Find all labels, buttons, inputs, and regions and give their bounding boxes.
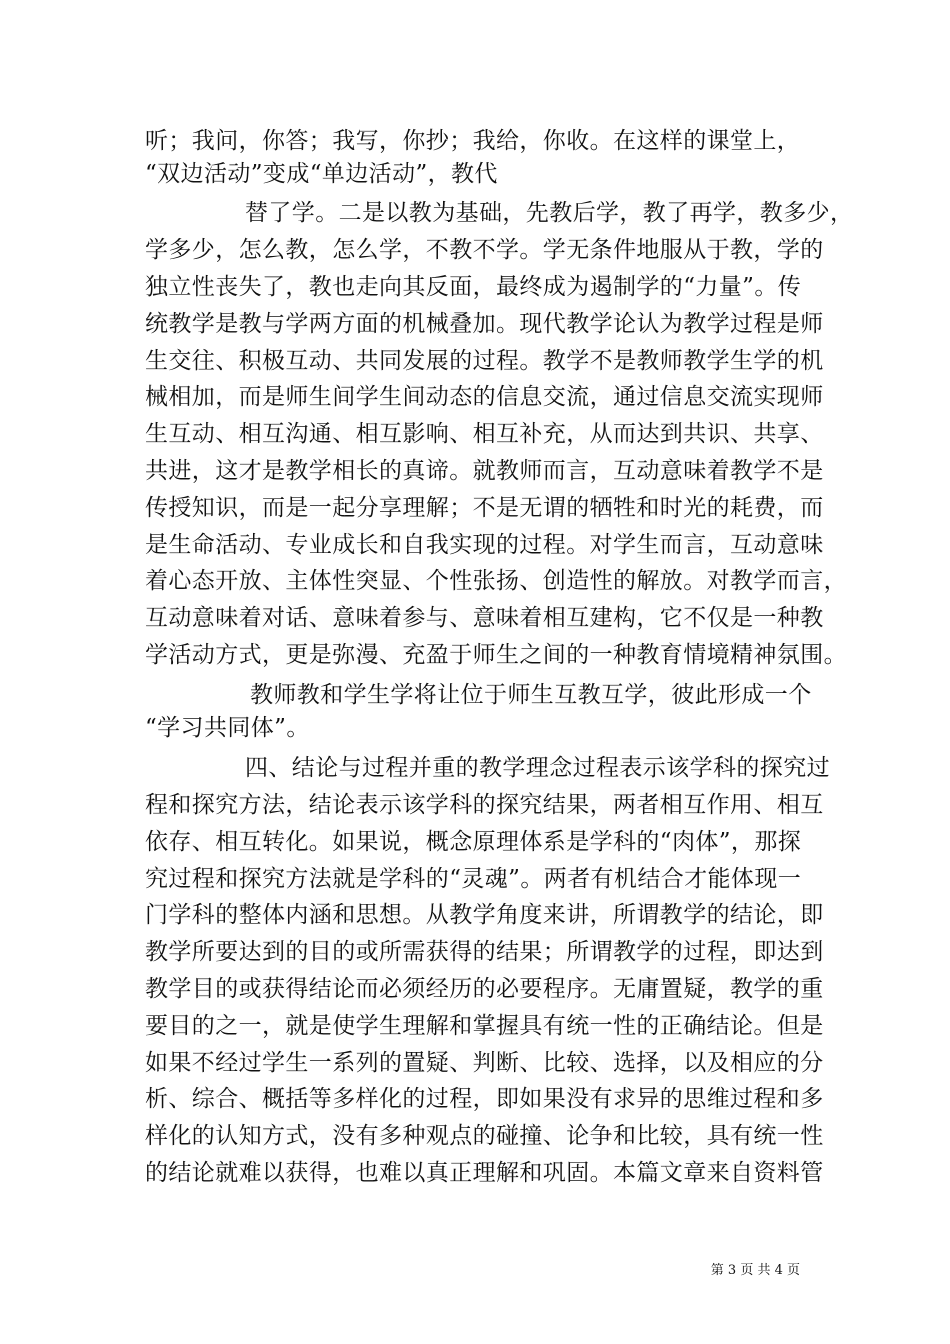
text-line: 教学所要达到的目的或所需获得的结果；所谓教学的过程，即达到: [145, 939, 824, 965]
text-line: 生交往、积极互动、共同发展的过程。教学不是教师教学生学的机: [145, 348, 824, 374]
text-line: “学习共同体”。: [145, 715, 310, 741]
text-line: 统教学是教与学两方面的机械叠加。现代教学论认为教学过程是师: [145, 311, 824, 337]
text-line: 程和探究方法，结论表示该学科的探究结果，两者相互作用、相互: [145, 792, 824, 818]
text-line: 如果不经过学生一系列的置疑、判断、比较、选择，以及相应的分: [145, 1050, 824, 1076]
page-number: 第 3 页 共 4 页: [710, 1263, 800, 1278]
text-line: 学活动方式，更是弥漫、充盈于师生之间的一种教育情境精神氛围。: [145, 642, 847, 668]
text-line: 析、综合、概括等多样化的过程，即如果没有求异的思维过程和多: [145, 1086, 824, 1112]
text-line: 独立性丧失了，教也走向其反面，最终成为遏制学的“力量”。传: [145, 274, 802, 300]
text-line: 四、结论与过程并重的教学理念过程表示该学科的探究过: [245, 755, 830, 781]
text-line: 传授知识，而是一起分享理解；不是无谓的牺牲和时光的耗费，而: [145, 495, 824, 521]
text-line: 究过程和探究方法就是学科的“灵魂”。两者有机结合才能体现一: [145, 866, 802, 892]
text-line: 教学目的或获得结论而必须经历的必要程序。无庸置疑，教学的重: [145, 976, 824, 1002]
text-line: 听；我问，你答；我写，你抄；我给，你收。在这样的课堂上，: [145, 128, 801, 154]
text-line: 教师教和学生学将让位于师生互教互学，彼此形成一个: [250, 682, 812, 708]
text-line: 替了学。二是以教为基础，先教后学，教了再学，教多少，: [245, 200, 854, 226]
text-line: “双边活动”变成“单边活动”，教代: [145, 161, 498, 187]
text-line: 要目的之一，就是使学生理解和掌握具有统一性的正确结论。但是: [145, 1013, 824, 1039]
text-line: 样化的认知方式，没有多种观点的碰撞、论争和比较，具有统一性: [145, 1123, 824, 1149]
text-line: 互动意味着对话、意味着参与、意味着相互建构，它不仅是一种教: [145, 605, 824, 631]
text-line: 门学科的整体内涵和思想。从教学角度来讲，所谓教学的结论，即: [145, 902, 824, 928]
text-line: 生互动、相互沟通、相互影响、相互补充，从而达到共识、共享、: [145, 421, 824, 447]
text-line: 械相加，而是师生间学生间动态的信息交流，通过信息交流实现师: [145, 384, 824, 410]
text-line: 共进，这才是教学相长的真谛。就教师而言，互动意味着教学不是: [145, 458, 824, 484]
text-line: 学多少，怎么教，怎么学，不教不学。学无条件地服从于教，学的: [145, 237, 824, 263]
text-line: 是生命活动、专业成长和自我实现的过程。对学生而言，互动意味: [145, 532, 824, 558]
text-line: 的结论就难以获得，也难以真正理解和巩固。本篇文章来自资料管: [145, 1160, 824, 1186]
text-line: 依存、相互转化。如果说，概念原理体系是学科的“肉体”，那探: [145, 829, 802, 855]
text-line: 着心态开放、主体性突显、个性张扬、创造性的解放。对教学而言，: [145, 568, 847, 594]
